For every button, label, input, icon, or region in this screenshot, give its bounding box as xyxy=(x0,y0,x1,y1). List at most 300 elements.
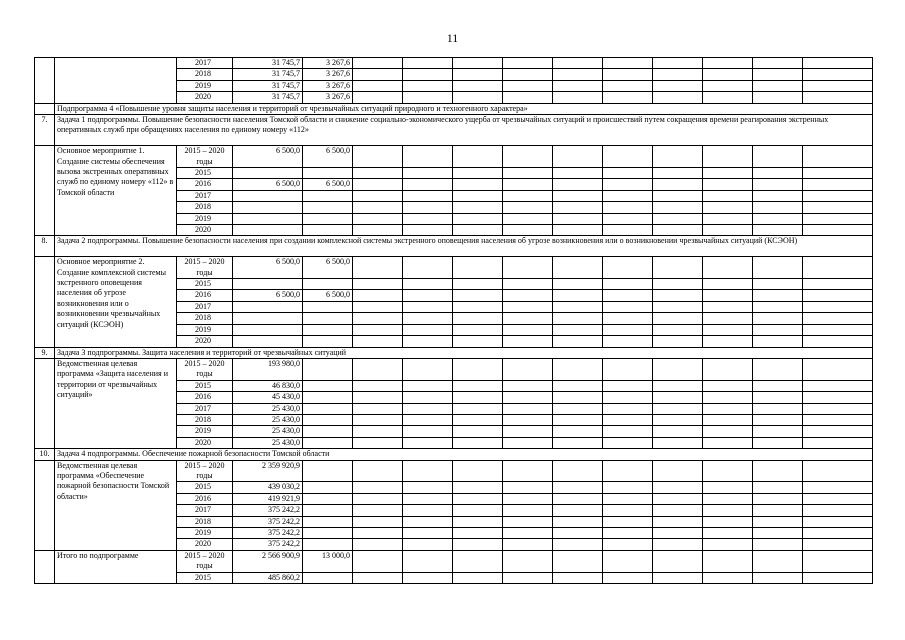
value-cell xyxy=(303,460,353,482)
total-cell xyxy=(233,213,303,224)
empty-cell xyxy=(803,290,873,301)
task-text: Задача 3 подпрограммы. Защита населения и территорий от чрезвычайных ситуаций xyxy=(55,347,873,358)
empty-cell xyxy=(803,550,873,572)
empty-cell xyxy=(653,301,703,312)
empty-cell xyxy=(753,313,803,324)
task-number: 9. xyxy=(35,347,55,358)
total-cell: 439 030,2 xyxy=(233,482,303,493)
empty-cell xyxy=(703,392,753,403)
empty-cell xyxy=(553,257,603,279)
year-cell: 2015 xyxy=(177,279,233,290)
empty-cell xyxy=(353,528,403,539)
num-cell xyxy=(35,257,55,347)
empty-cell xyxy=(803,336,873,347)
empty-cell xyxy=(503,426,553,437)
empty-cell xyxy=(353,69,403,80)
empty-cell xyxy=(353,257,403,279)
empty-cell xyxy=(503,460,553,482)
empty-cell xyxy=(753,190,803,201)
year-cell: 2015 xyxy=(177,168,233,179)
empty-cell xyxy=(603,505,653,516)
empty-cell xyxy=(403,202,453,213)
value-cell: 13 000,0 xyxy=(303,550,353,572)
measure-name: Основное мероприятие 1. Создание системы обеспечения вызова экстренных оперативных служб по единому номеру «112» в Томской области xyxy=(55,146,177,236)
year-cell: 2017 xyxy=(177,58,233,69)
total-cell: 6 500,0 xyxy=(233,290,303,301)
measure-name: Ведомственная целевая программа «Обеспечение пожарной безопасности Томской области» xyxy=(55,460,177,550)
empty-cell xyxy=(703,539,753,550)
year-cell: 2015 xyxy=(177,380,233,391)
empty-cell xyxy=(703,380,753,391)
empty-cell xyxy=(553,69,603,80)
empty-cell xyxy=(753,539,803,550)
total-cell: 485 860,2 xyxy=(233,572,303,583)
empty-cell xyxy=(403,460,453,482)
empty-cell xyxy=(553,202,603,213)
year-cell: 2015 xyxy=(177,572,233,583)
empty-cell xyxy=(503,324,553,335)
total-cell xyxy=(233,168,303,179)
value-cell xyxy=(303,202,353,213)
total-cell: 6 500,0 xyxy=(233,257,303,279)
year-cell: 2015 – 2020 годы xyxy=(177,257,233,279)
empty-cell xyxy=(353,539,403,550)
empty-cell xyxy=(753,279,803,290)
empty-cell xyxy=(803,213,873,224)
empty-cell xyxy=(803,493,873,504)
table-row xyxy=(35,146,873,168)
table-row xyxy=(35,58,873,69)
empty-cell xyxy=(353,516,403,527)
empty-cell xyxy=(703,279,753,290)
empty-cell xyxy=(353,493,403,504)
empty-cell xyxy=(603,460,653,482)
empty-cell xyxy=(603,380,653,391)
empty-cell xyxy=(453,324,503,335)
empty-cell xyxy=(603,550,653,572)
empty-cell xyxy=(653,505,703,516)
empty-cell xyxy=(803,358,873,380)
empty-cell xyxy=(353,550,403,572)
empty-cell xyxy=(753,516,803,527)
empty-cell xyxy=(653,202,703,213)
empty-cell xyxy=(753,414,803,425)
empty-cell xyxy=(503,572,553,583)
total-cell xyxy=(233,301,303,312)
empty-cell xyxy=(503,168,553,179)
empty-cell xyxy=(753,202,803,213)
empty-cell xyxy=(403,572,453,583)
empty-cell xyxy=(553,460,603,482)
empty-cell xyxy=(653,92,703,103)
empty-cell xyxy=(453,168,503,179)
empty-cell xyxy=(603,301,653,312)
empty-cell xyxy=(753,168,803,179)
empty-cell xyxy=(803,80,873,91)
empty-cell xyxy=(603,58,653,69)
empty-cell xyxy=(753,213,803,224)
empty-cell xyxy=(503,301,553,312)
empty-cell xyxy=(653,392,703,403)
empty-cell xyxy=(553,358,603,380)
empty-cell xyxy=(653,168,703,179)
empty-cell xyxy=(403,168,453,179)
empty-cell xyxy=(653,380,703,391)
empty-cell xyxy=(553,168,603,179)
empty-cell xyxy=(753,69,803,80)
empty-cell xyxy=(353,437,403,448)
empty-cell xyxy=(703,190,753,201)
value-cell xyxy=(303,358,353,380)
empty-cell xyxy=(803,313,873,324)
total-cell xyxy=(233,313,303,324)
empty-cell xyxy=(803,460,873,482)
empty-cell xyxy=(803,437,873,448)
value-cell xyxy=(303,493,353,504)
empty-cell xyxy=(453,225,503,236)
total-cell: 25 430,0 xyxy=(233,437,303,448)
empty-cell xyxy=(503,550,553,572)
empty-cell xyxy=(553,313,603,324)
empty-cell xyxy=(803,202,873,213)
empty-cell xyxy=(753,92,803,103)
empty-cell xyxy=(653,358,703,380)
empty-cell xyxy=(453,358,503,380)
empty-cell xyxy=(353,313,403,324)
num-cell xyxy=(35,358,55,448)
empty-cell xyxy=(453,290,503,301)
empty-cell xyxy=(603,414,653,425)
empty-cell xyxy=(453,437,503,448)
empty-cell xyxy=(503,493,553,504)
empty-cell xyxy=(503,482,553,493)
empty-cell xyxy=(753,426,803,437)
empty-cell xyxy=(753,290,803,301)
empty-cell xyxy=(553,539,603,550)
year-cell: 2019 xyxy=(177,426,233,437)
empty-cell xyxy=(803,392,873,403)
empty-cell xyxy=(453,528,503,539)
year-cell: 2015 – 2020 годы xyxy=(177,550,233,572)
empty-cell xyxy=(603,358,653,380)
empty-cell xyxy=(553,290,603,301)
empty-cell xyxy=(503,213,553,224)
empty-cell xyxy=(553,179,603,190)
empty-cell xyxy=(703,225,753,236)
empty-cell xyxy=(603,213,653,224)
empty-cell xyxy=(503,437,553,448)
empty-cell xyxy=(403,539,453,550)
year-cell: 2017 xyxy=(177,190,233,201)
value-cell: 6 500,0 xyxy=(303,146,353,168)
empty-cell xyxy=(603,190,653,201)
total-cell: 2 359 920,9 xyxy=(233,460,303,482)
empty-cell xyxy=(753,550,803,572)
empty-cell xyxy=(503,69,553,80)
empty-cell xyxy=(653,550,703,572)
total-cell: 46 830,0 xyxy=(233,380,303,391)
empty-cell xyxy=(453,92,503,103)
empty-cell xyxy=(753,482,803,493)
empty-cell xyxy=(653,493,703,504)
task-row xyxy=(35,347,873,358)
empty-cell xyxy=(603,290,653,301)
year-cell: 2019 xyxy=(177,324,233,335)
empty-cell xyxy=(453,279,503,290)
empty-cell xyxy=(553,516,603,527)
empty-cell xyxy=(353,336,403,347)
empty-cell xyxy=(603,92,653,103)
empty-cell xyxy=(503,202,553,213)
empty-cell xyxy=(703,516,753,527)
task-text: Задача 1 подпрограммы. Повышение безопасности населения Томской области и снижение социально-экономического ущерба от чрезвычайных ситуаций и происшествий путем сокращения времени реагирования экстренных оперативных служб при обращениях населения по единому номеру «112» xyxy=(55,115,873,146)
empty-cell xyxy=(703,528,753,539)
empty-cell xyxy=(703,202,753,213)
empty-cell xyxy=(453,403,503,414)
empty-cell xyxy=(653,257,703,279)
empty-cell xyxy=(653,460,703,482)
empty-cell xyxy=(753,392,803,403)
empty-cell xyxy=(553,324,603,335)
empty-cell xyxy=(603,257,653,279)
value-cell xyxy=(303,414,353,425)
total-cell xyxy=(233,202,303,213)
empty-cell xyxy=(353,225,403,236)
empty-cell xyxy=(553,213,603,224)
total-cell xyxy=(233,336,303,347)
empty-cell xyxy=(803,505,873,516)
value-cell xyxy=(303,190,353,201)
year-cell: 2016 xyxy=(177,493,233,504)
empty-cell xyxy=(653,290,703,301)
year-cell: 2016 xyxy=(177,179,233,190)
empty-cell xyxy=(403,493,453,504)
subprogram-title: Подпрограмма 4 «Повышение уровня защиты населения и территорий от чрезвычайных ситуаций природного и техногенного характера» xyxy=(55,103,873,114)
empty-cell xyxy=(403,213,453,224)
empty-cell xyxy=(353,213,403,224)
empty-cell xyxy=(503,380,553,391)
empty-cell xyxy=(603,279,653,290)
empty-cell xyxy=(503,290,553,301)
value-cell: 6 500,0 xyxy=(303,257,353,279)
empty-cell xyxy=(603,179,653,190)
empty-cell xyxy=(703,336,753,347)
value-cell: 3 267,6 xyxy=(303,58,353,69)
empty-cell xyxy=(653,539,703,550)
total-cell: 45 430,0 xyxy=(233,392,303,403)
empty-cell xyxy=(603,516,653,527)
empty-cell xyxy=(453,313,503,324)
total-cell: 31 745,7 xyxy=(233,69,303,80)
empty-cell xyxy=(453,179,503,190)
empty-cell xyxy=(503,528,553,539)
empty-cell xyxy=(553,572,603,583)
empty-cell xyxy=(453,80,503,91)
task-number: 7. xyxy=(35,115,55,146)
empty-cell xyxy=(653,414,703,425)
total-cell: 31 745,7 xyxy=(233,92,303,103)
empty-cell xyxy=(353,279,403,290)
empty-cell xyxy=(803,257,873,279)
empty-cell xyxy=(653,324,703,335)
empty-cell xyxy=(603,146,653,168)
empty-cell xyxy=(653,225,703,236)
task-text: Задача 4 подпрограммы. Обеспечение пожарной безопасности Томской области xyxy=(55,449,873,460)
empty-cell xyxy=(353,505,403,516)
empty-cell xyxy=(703,572,753,583)
task-number: 10. xyxy=(35,449,55,460)
empty-cell xyxy=(703,80,753,91)
value-cell xyxy=(303,392,353,403)
empty-cell xyxy=(353,146,403,168)
empty-cell xyxy=(353,392,403,403)
page-number: 11 xyxy=(446,31,459,45)
total-cell: 25 430,0 xyxy=(233,403,303,414)
empty-cell xyxy=(553,482,603,493)
empty-cell xyxy=(453,539,503,550)
total-cell: 31 745,7 xyxy=(233,58,303,69)
empty-cell xyxy=(703,482,753,493)
total-cell: 6 500,0 xyxy=(233,146,303,168)
empty-cell xyxy=(503,505,553,516)
empty-cell xyxy=(353,426,403,437)
empty-cell xyxy=(503,257,553,279)
empty-cell xyxy=(603,437,653,448)
empty-cell xyxy=(753,58,803,69)
year-cell: 2020 xyxy=(177,225,233,236)
year-cell: 2019 xyxy=(177,80,233,91)
empty-cell xyxy=(803,324,873,335)
empty-cell xyxy=(753,380,803,391)
table-row xyxy=(35,257,873,279)
measure-cell xyxy=(55,58,177,104)
empty-cell xyxy=(653,190,703,201)
num-cell xyxy=(35,550,55,583)
empty-cell xyxy=(403,380,453,391)
total-cell: 375 242,2 xyxy=(233,516,303,527)
empty-cell xyxy=(803,92,873,103)
empty-cell xyxy=(553,58,603,69)
empty-cell xyxy=(603,392,653,403)
empty-cell xyxy=(353,460,403,482)
empty-cell xyxy=(353,92,403,103)
empty-cell xyxy=(653,69,703,80)
empty-cell xyxy=(553,80,603,91)
value-cell xyxy=(303,482,353,493)
value-cell xyxy=(303,572,353,583)
empty-cell xyxy=(603,572,653,583)
empty-cell xyxy=(603,168,653,179)
empty-cell xyxy=(453,426,503,437)
empty-cell xyxy=(653,58,703,69)
empty-cell xyxy=(653,80,703,91)
empty-cell xyxy=(753,336,803,347)
empty-cell xyxy=(353,168,403,179)
subprogram-row xyxy=(35,103,873,114)
value-cell: 6 500,0 xyxy=(303,290,353,301)
empty-cell xyxy=(503,146,553,168)
measure-name: Основное мероприятие 2. Создание комплексной системы экстренного оповещения населения об угрозе возникновения или о возникновении чрезвычайных ситуаций (КСЭОН) xyxy=(55,257,177,347)
empty-cell xyxy=(803,146,873,168)
total-cell: 25 430,0 xyxy=(233,414,303,425)
empty-cell xyxy=(353,80,403,91)
num-cell xyxy=(35,103,55,114)
value-cell xyxy=(303,213,353,224)
empty-cell xyxy=(753,437,803,448)
task-text: Задача 2 подпрограммы. Повышение безопасности населения при создании комплексной системы экстренного оповещения населения об угрозе возникновения или о возникновении чрезвычайных ситуаций (КСЭОН) xyxy=(55,236,873,257)
empty-cell xyxy=(703,403,753,414)
empty-cell xyxy=(703,505,753,516)
empty-cell xyxy=(703,301,753,312)
empty-cell xyxy=(803,516,873,527)
empty-cell xyxy=(803,403,873,414)
empty-cell xyxy=(503,403,553,414)
empty-cell xyxy=(803,380,873,391)
value-cell xyxy=(303,279,353,290)
empty-cell xyxy=(353,358,403,380)
year-cell: 2015 – 2020 годы xyxy=(177,358,233,380)
value-cell xyxy=(303,168,353,179)
task-number: 8. xyxy=(35,236,55,257)
total-cell: 375 242,2 xyxy=(233,528,303,539)
empty-cell xyxy=(403,550,453,572)
empty-cell xyxy=(453,190,503,201)
empty-cell xyxy=(753,225,803,236)
empty-cell xyxy=(603,313,653,324)
empty-cell xyxy=(453,301,503,312)
empty-cell xyxy=(403,437,453,448)
value-cell xyxy=(303,539,353,550)
empty-cell xyxy=(403,290,453,301)
empty-cell xyxy=(803,225,873,236)
empty-cell xyxy=(553,505,603,516)
empty-cell xyxy=(603,69,653,80)
value-cell: 3 267,6 xyxy=(303,92,353,103)
total-cell: 193 980,0 xyxy=(233,358,303,380)
empty-cell xyxy=(703,550,753,572)
empty-cell xyxy=(803,190,873,201)
empty-cell xyxy=(653,179,703,190)
empty-cell xyxy=(703,460,753,482)
value-cell xyxy=(303,437,353,448)
empty-cell xyxy=(553,493,603,504)
empty-cell xyxy=(803,58,873,69)
empty-cell xyxy=(403,324,453,335)
empty-cell xyxy=(553,426,603,437)
empty-cell xyxy=(803,179,873,190)
empty-cell xyxy=(703,257,753,279)
empty-cell xyxy=(503,539,553,550)
empty-cell xyxy=(453,505,503,516)
task-row xyxy=(35,115,873,146)
empty-cell xyxy=(553,437,603,448)
total-cell xyxy=(233,324,303,335)
empty-cell xyxy=(403,80,453,91)
empty-cell xyxy=(703,414,753,425)
empty-cell xyxy=(653,313,703,324)
empty-cell xyxy=(553,225,603,236)
total-cell: 419 921,9 xyxy=(233,493,303,504)
empty-cell xyxy=(553,414,603,425)
empty-cell xyxy=(753,493,803,504)
empty-cell xyxy=(403,58,453,69)
empty-cell xyxy=(653,426,703,437)
total-label: Итого по подпрограмме xyxy=(55,550,177,583)
empty-cell xyxy=(553,336,603,347)
empty-cell xyxy=(603,225,653,236)
value-cell xyxy=(303,301,353,312)
empty-cell xyxy=(603,482,653,493)
